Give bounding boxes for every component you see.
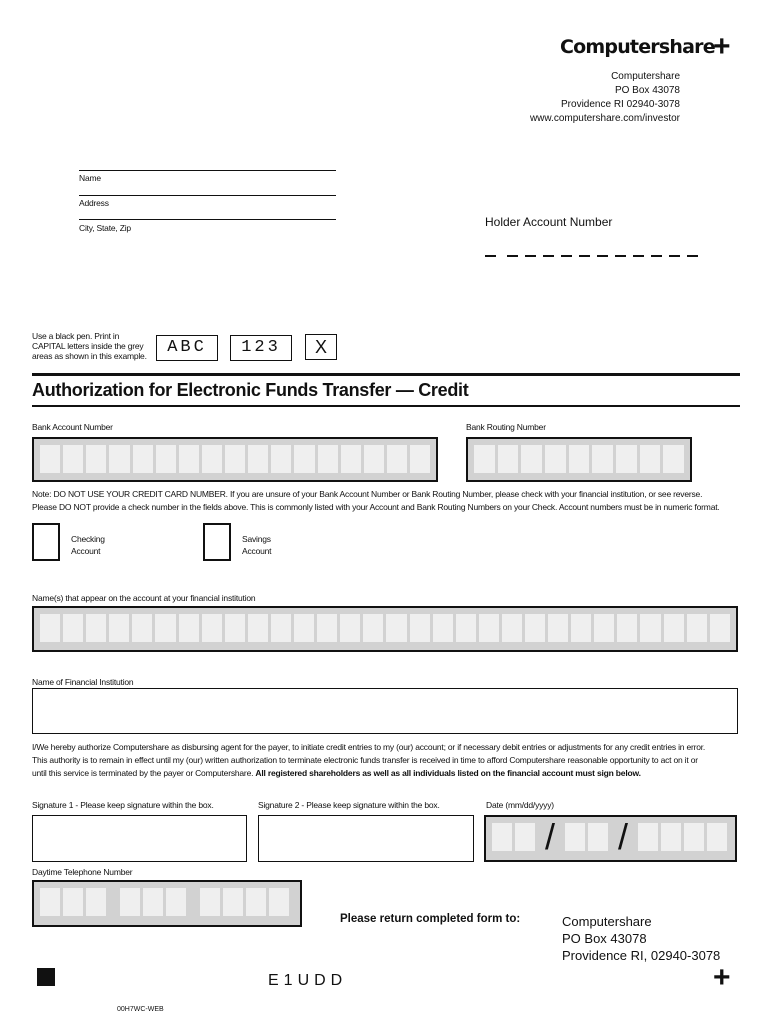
instructions-text: Use a black pen. Print in CAPITAL letters inside the grey areas as shown in this example.: [32, 331, 147, 361]
corner-square-icon: [37, 968, 55, 986]
address-line: Computershare: [611, 71, 680, 82]
savings-account-checkbox[interactable]: [203, 523, 231, 561]
title-bottom-rule: [32, 405, 740, 407]
checking-account-label: Checking Account: [71, 534, 105, 556]
date-input[interactable]: [484, 815, 737, 862]
holder-account-number-label: Holder Account Number: [485, 215, 613, 229]
holder-account-number-field[interactable]: [485, 255, 700, 261]
account-names-input[interactable]: [32, 606, 738, 652]
authorization-text: I/We hereby authorize Computershare as disbursing agent for the payer, to initiate credit entries to my (our) account; or if necessary debit entries or adjustments for any credit entries in error. This authority is to remain in effect until my (our) written authorization to terminate electronic funds transfer is received in time to afford Computershare reasonable opportunity to act on it or until this service is terminated by the payer or Computershare. All registered shareholders as well as all individuals listed on the financial account must sign below.: [32, 742, 706, 778]
date-separator-icon: /: [544, 816, 555, 857]
name-rule: [79, 170, 336, 171]
signature-2-label: Signature 2 - Please keep signature within the box.: [258, 800, 440, 810]
account-names-label: Name(s) that appear on the account at your financial institution: [32, 593, 256, 603]
registration-plus-icon: +: [713, 30, 731, 63]
address-label: Address: [79, 198, 109, 208]
routing-number-input[interactable]: [466, 437, 692, 482]
signature-2-box[interactable]: [258, 815, 474, 862]
city-rule: [79, 219, 336, 220]
signature-1-label: Signature 1 - Please keep signature within the box.: [32, 800, 214, 810]
name-label: Name: [79, 173, 101, 183]
phone-input[interactable]: [32, 880, 302, 927]
title-top-rule: [32, 373, 740, 376]
registration-plus-icon: +: [713, 961, 731, 994]
address-rule: [79, 195, 336, 196]
phone-label: Daytime Telephone Number: [32, 867, 133, 877]
form-title: Authorization for Electronic Funds Transfer — Credit: [32, 380, 469, 400]
sender-address: [460, 70, 680, 126]
example-digits-box: 123: [230, 335, 292, 361]
date-label: Date (mm/dd/yyyy): [486, 800, 554, 810]
financial-institution-label: Name of Financial Institution: [32, 677, 134, 687]
financial-institution-input[interactable]: [32, 688, 738, 734]
savings-account-label: Savings Account: [242, 534, 272, 556]
return-label: Please return completed form to:: [340, 913, 521, 925]
bank-account-number-input[interactable]: [32, 437, 438, 482]
form-code: E1UDD: [268, 972, 348, 989]
form-id: 00H7WC-WEB: [117, 1006, 164, 1013]
checking-account-checkbox[interactable]: [32, 523, 60, 561]
return-address: Computershare PO Box 43078 Providence RI, 02940-3078: [562, 914, 721, 963]
date-separator-icon: /: [617, 816, 628, 857]
address-line: PO Box 43078: [614, 85, 680, 96]
computershare-logo: Computershare: [560, 36, 715, 58]
address-line: www.computershare.com/investor: [529, 113, 680, 124]
bank-account-label: Bank Account Number: [32, 422, 113, 432]
address-line: Providence RI 02940-3078: [561, 99, 680, 110]
city-state-zip-label: City, State, Zip: [79, 223, 131, 233]
routing-number-label: Bank Routing Number: [466, 422, 546, 432]
signature-1-box[interactable]: [32, 815, 247, 862]
example-mark-box: X: [305, 334, 337, 360]
example-letters-box: ABC: [156, 335, 218, 361]
note-text: Note: DO NOT USE YOUR CREDIT CARD NUMBER. If you are unsure of your Bank Account Number or Bank Routing Number, please check with your financial institution, or see reverse. Please DO NOT provide a check number in the fields above. This is commonly listed with your Account and Bank Routing Numbers on your Check. Account numbers must be in numeric format.: [32, 489, 720, 512]
